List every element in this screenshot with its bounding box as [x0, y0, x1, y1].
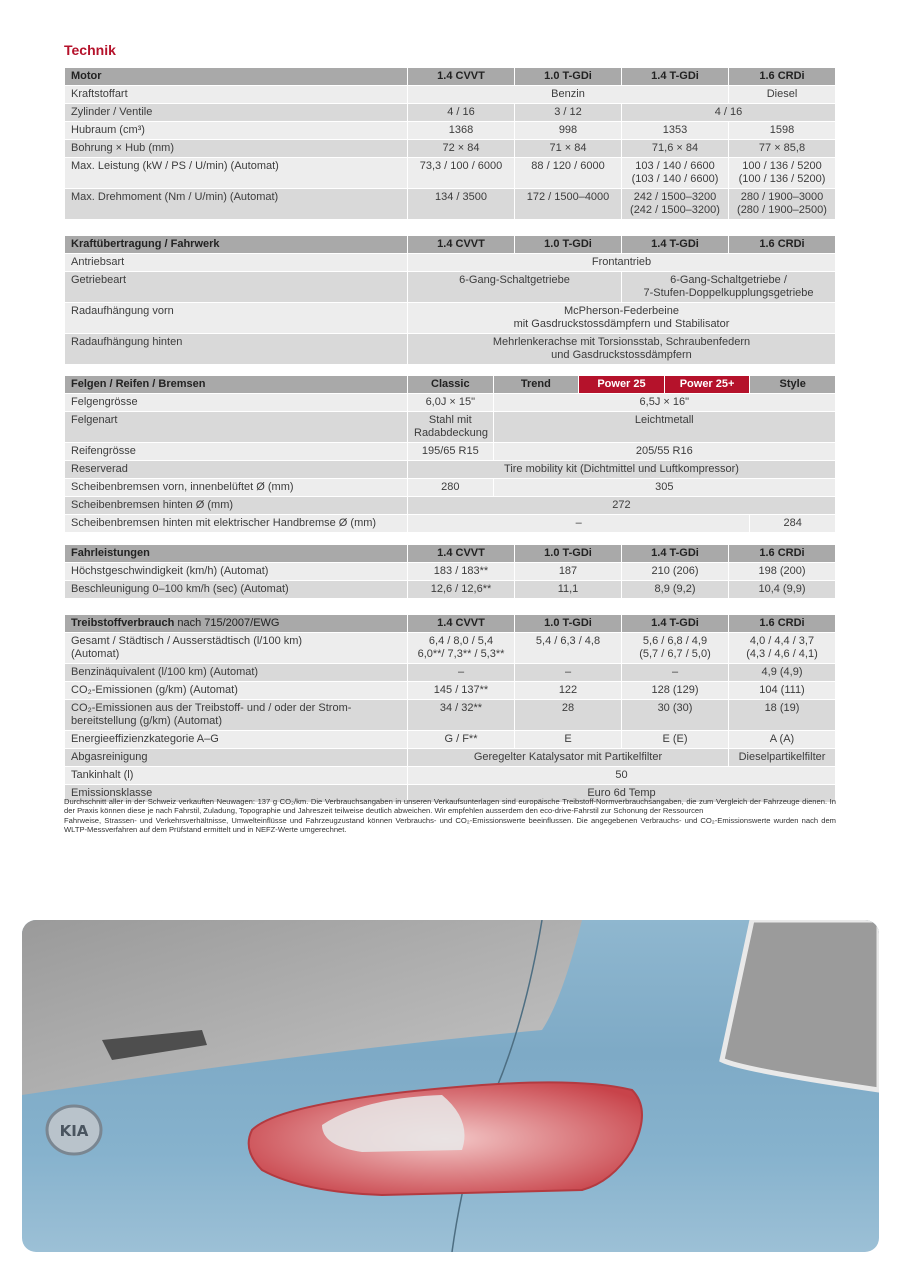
cell-value: 280 / 1900–3000 (280 / 1900–2500) [729, 189, 836, 220]
cell-value: 242 / 1500–3200 (242 / 1500–3200) [622, 189, 729, 220]
cell-value: 6,4 / 8,0 / 5,4 6,0**/ 7,3** / 5,3** [408, 633, 515, 664]
cell-value: Dieselpartikelfilter [729, 749, 836, 767]
table-row [65, 443, 836, 461]
cell-value: 305 [493, 479, 835, 497]
cell-value: 195/65 R15 [408, 443, 494, 461]
row-label: Höchstgeschwindigkeit (km/h) (Automat) [65, 563, 408, 581]
column-header: 1.4 T-GDi [622, 236, 729, 254]
cell-value: 5,4 / 6,3 / 4,8 [515, 633, 622, 664]
row-label: Zylinder / Ventile [65, 104, 408, 122]
row-label: Radaufhängung vorn [65, 303, 408, 334]
cell-value: 4 / 16 [408, 104, 515, 122]
column-header: 1.0 T-GDi [515, 236, 622, 254]
table-row [65, 581, 836, 599]
motor-table [64, 67, 836, 220]
cell-value: 4 / 16 [622, 104, 836, 122]
row-label: Felgengrösse [65, 394, 408, 412]
table-row [65, 700, 836, 731]
cell-value: – [622, 664, 729, 682]
table-row [65, 682, 836, 700]
cell-value: 6,5J × 16" [493, 394, 835, 412]
cell-value: – [408, 515, 750, 533]
cell-value: 5,6 / 6,8 / 4,9 (5,7 / 6,7 / 5,0) [622, 633, 729, 664]
cell-value: Euro 6d Temp [408, 785, 836, 803]
fahrleistungen-table [64, 544, 836, 599]
row-label: Energieeffizienzkategorie A–G [65, 731, 408, 749]
table-row [65, 394, 836, 412]
cell-value: E [515, 731, 622, 749]
table-row [65, 412, 836, 443]
column-header: 1.0 T-GDi [515, 68, 622, 86]
page-title: Technik [64, 42, 116, 58]
cell-value: Leichtmetall [493, 412, 835, 443]
cell-value: – [515, 664, 622, 682]
row-label: CO₂-Emissionen (g/km) (Automat) [65, 682, 408, 700]
cell-value: 284 [750, 515, 836, 533]
cell-value: Mehrlenkerachse mit Torsionsstab, Schraubenfedern und Gasdruckstossdämpfern [408, 334, 836, 365]
cell-value: 77 × 85,8 [729, 140, 836, 158]
table-row [65, 633, 836, 664]
column-header: 1.4 T-GDi [622, 545, 729, 563]
cell-value: 6,0J × 15" [408, 394, 494, 412]
cell-value: 30 (30) [622, 700, 729, 731]
row-label: Tankinhalt (l) [65, 767, 408, 785]
table-row [65, 122, 836, 140]
table-row [65, 497, 836, 515]
row-label: Max. Leistung (kW / PS / U/min) (Automat) [65, 158, 408, 189]
cell-value: 12,6 / 12,6** [408, 581, 515, 599]
cell-value: 28 [515, 700, 622, 731]
table-row [65, 563, 836, 581]
cell-value: 72 × 84 [408, 140, 515, 158]
row-label: Bohrung × Hub (mm) [65, 140, 408, 158]
cell-value: 104 (111) [729, 682, 836, 700]
column-header: 1.6 CRDi [729, 236, 836, 254]
cell-value: 210 (206) [622, 563, 729, 581]
column-header: Style [750, 376, 836, 394]
column-header: 1.0 T-GDi [515, 615, 622, 633]
footnotes [64, 797, 836, 835]
cell-value: 1368 [408, 122, 515, 140]
cell-value: 1353 [622, 122, 729, 140]
column-header: Trend [493, 376, 579, 394]
cell-value: G / F** [408, 731, 515, 749]
column-header: 1.6 CRDi [729, 68, 836, 86]
section-title: Fahrleistungen [65, 545, 408, 563]
cell-value: – [408, 664, 515, 682]
section-title-suffix: nach 715/2007/EWG [174, 617, 280, 629]
table-row [65, 272, 836, 303]
row-label: Hubraum (cm³) [65, 122, 408, 140]
cell-value: 172 / 1500–4000 [515, 189, 622, 220]
row-label: Emissionsklasse [65, 785, 408, 803]
rear-window [22, 920, 582, 1095]
cell-value: 134 / 3500 [408, 189, 515, 220]
car-illustration [22, 920, 879, 1252]
section-title: Motor [65, 68, 408, 86]
table-row [65, 140, 836, 158]
row-label: CO₂-Emissionen aus der Treibstoff- und / oder der Strom- bereitstellung (g/km) (Automat) [65, 700, 408, 731]
kia-logo: KIA [59, 1122, 89, 1140]
section-title: Kraftübertragung / Fahrwerk [65, 236, 408, 254]
cell-value: 10,4 (9,9) [729, 581, 836, 599]
cell-value: 71 × 84 [515, 140, 622, 158]
kraftuebertragung-table [64, 235, 836, 365]
row-label: Scheibenbremsen vorn, innenbelüftet Ø (mm) [65, 479, 408, 497]
cell-value: 198 (200) [729, 563, 836, 581]
cell-value: Geregelter Katalysator mit Partikelfilter [408, 749, 729, 767]
cell-value: 8,9 (9,2) [622, 581, 729, 599]
table-row [65, 479, 836, 497]
row-label: Reifengrösse [65, 443, 408, 461]
column-header: 1.4 CVVT [408, 615, 515, 633]
row-label: Radaufhängung hinten [65, 334, 408, 365]
cell-value: 183 / 183** [408, 563, 515, 581]
table-row [65, 749, 836, 767]
cell-value: 88 / 120 / 6000 [515, 158, 622, 189]
cell-value: 205/55 R16 [493, 443, 835, 461]
cell-value: Benzin [408, 86, 729, 104]
column-header: Classic [408, 376, 494, 394]
table-row [65, 461, 836, 479]
table-header [65, 615, 836, 633]
cell-value: McPherson-Federbeine mit Gasdruckstossdämpfern und Stabilisator [408, 303, 836, 334]
cell-value: 1598 [729, 122, 836, 140]
cell-value: 3 / 12 [515, 104, 622, 122]
row-label: Benzinäquivalent (l/100 km) (Automat) [65, 664, 408, 682]
cell-value: Stahl mit Radabdeckung [408, 412, 494, 443]
cell-value: 145 / 137** [408, 682, 515, 700]
section-title: Treibstoffverbrauch nach 715/2007/EWG [65, 615, 408, 633]
table-row [65, 303, 836, 334]
row-label: Abgasreinigung [65, 749, 408, 767]
treibstoffverbrauch-table [64, 614, 836, 803]
footnote: Durchschnitt aller in der Schweiz verkauften Neuwagen: 137 g CO₂/km. Die Verbrauchsangaben in unseren Verkaufsunterlagen sind europäische Treibstoff-Normverbrauchsangaben, die zum Vergleich der Fahrzeuge dienen. In der Praxis können diese je nach Fahrstil, Zuladung, Topographie und Jahreszeit teilweise deutlich abweichen. Wir empfehlen ausserdem den eco-drive-Fahrstil zur Schonung der Ressourcen [64, 797, 836, 816]
row-label: Getriebeart [65, 272, 408, 303]
table-row [65, 767, 836, 785]
table-row [65, 86, 836, 104]
felgen-table [64, 375, 836, 533]
cell-value: 73,3 / 100 / 6000 [408, 158, 515, 189]
row-label: Beschleunigung 0–100 km/h (sec) (Automat) [65, 581, 408, 599]
column-header: 1.4 CVVT [408, 68, 515, 86]
cell-value: 122 [515, 682, 622, 700]
cell-value: 34 / 32** [408, 700, 515, 731]
table-header [65, 68, 836, 86]
footnote: Fahrweise, Strassen- und Verkehrsverhältnisse, Umwelteinflüsse und Fahrzeugzustand können Verbrauchs- und CO₂-Emissionswerte beeinflussen. Die angegebenen Verbrauchs- und CO₂-Emissionswerte wurden nach dem WLTP-Messverfahren auf dem Prüfstand ermittelt und in NEFZ-Werte umgerechnet. [64, 815, 836, 835]
column-header: Power 25 [579, 376, 665, 394]
cell-value: 998 [515, 122, 622, 140]
cell-value: 50 [408, 767, 836, 785]
table-header [65, 376, 836, 394]
cell-value: 128 (129) [622, 682, 729, 700]
cell-value: 18 (19) [729, 700, 836, 731]
table-row [65, 334, 836, 365]
table-row [65, 664, 836, 682]
row-label: Antriebsart [65, 254, 408, 272]
table-row [65, 254, 836, 272]
column-header: 1.6 CRDi [729, 615, 836, 633]
table-row [65, 189, 836, 220]
cell-value: 11,1 [515, 581, 622, 599]
cell-value: E (E) [622, 731, 729, 749]
row-label: Gesamt / Städtisch / Ausserstädtisch (l/100 km) (Automat) [65, 633, 408, 664]
cell-value: Diesel [729, 86, 836, 104]
row-label: Scheibenbremsen hinten mit elektrischer Handbremse Ø (mm) [65, 515, 408, 533]
column-header: 1.4 CVVT [408, 545, 515, 563]
column-header: 1.0 T-GDi [515, 545, 622, 563]
column-header: 1.4 CVVT [408, 236, 515, 254]
table-row [65, 158, 836, 189]
column-header: 1.4 T-GDi [622, 68, 729, 86]
section-title: Felgen / Reifen / Bremsen [65, 376, 408, 394]
side-window [722, 920, 879, 1090]
table-row [65, 104, 836, 122]
row-label: Reserverad [65, 461, 408, 479]
cell-value: Frontantrieb [408, 254, 836, 272]
cell-value: 4,0 / 4,4 / 3,7 (4,3 / 4,6 / 4,1) [729, 633, 836, 664]
cell-value: 100 / 136 / 5200 (100 / 136 / 5200) [729, 158, 836, 189]
cell-value: 6-Gang-Schaltgetriebe [408, 272, 622, 303]
cell-value: 272 [408, 497, 836, 515]
cell-value: 71,6 × 84 [622, 140, 729, 158]
table-header [65, 236, 836, 254]
column-header: 1.4 T-GDi [622, 615, 729, 633]
cell-value: A (A) [729, 731, 836, 749]
cell-value: 6-Gang-Schaltgetriebe / 7-Stufen-Doppelkupplungsgetriebe [622, 272, 836, 303]
car-taillight-photo [22, 920, 879, 1252]
table-row [65, 731, 836, 749]
row-label: Kraftstoffart [65, 86, 408, 104]
cell-value: 103 / 140 / 6600 (103 / 140 / 6600) [622, 158, 729, 189]
row-label: Scheibenbremsen hinten Ø (mm) [65, 497, 408, 515]
cell-value: 280 [408, 479, 494, 497]
cell-value: Tire mobility kit (Dichtmittel und Luftkompressor) [408, 461, 836, 479]
table-row [65, 515, 836, 533]
column-header: 1.6 CRDi [729, 545, 836, 563]
row-label: Felgenart [65, 412, 408, 443]
table-header [65, 545, 836, 563]
cell-value: 4,9 (4,9) [729, 664, 836, 682]
column-header: Power 25+ [664, 376, 750, 394]
row-label: Max. Drehmoment (Nm / U/min) (Automat) [65, 189, 408, 220]
cell-value: 187 [515, 563, 622, 581]
